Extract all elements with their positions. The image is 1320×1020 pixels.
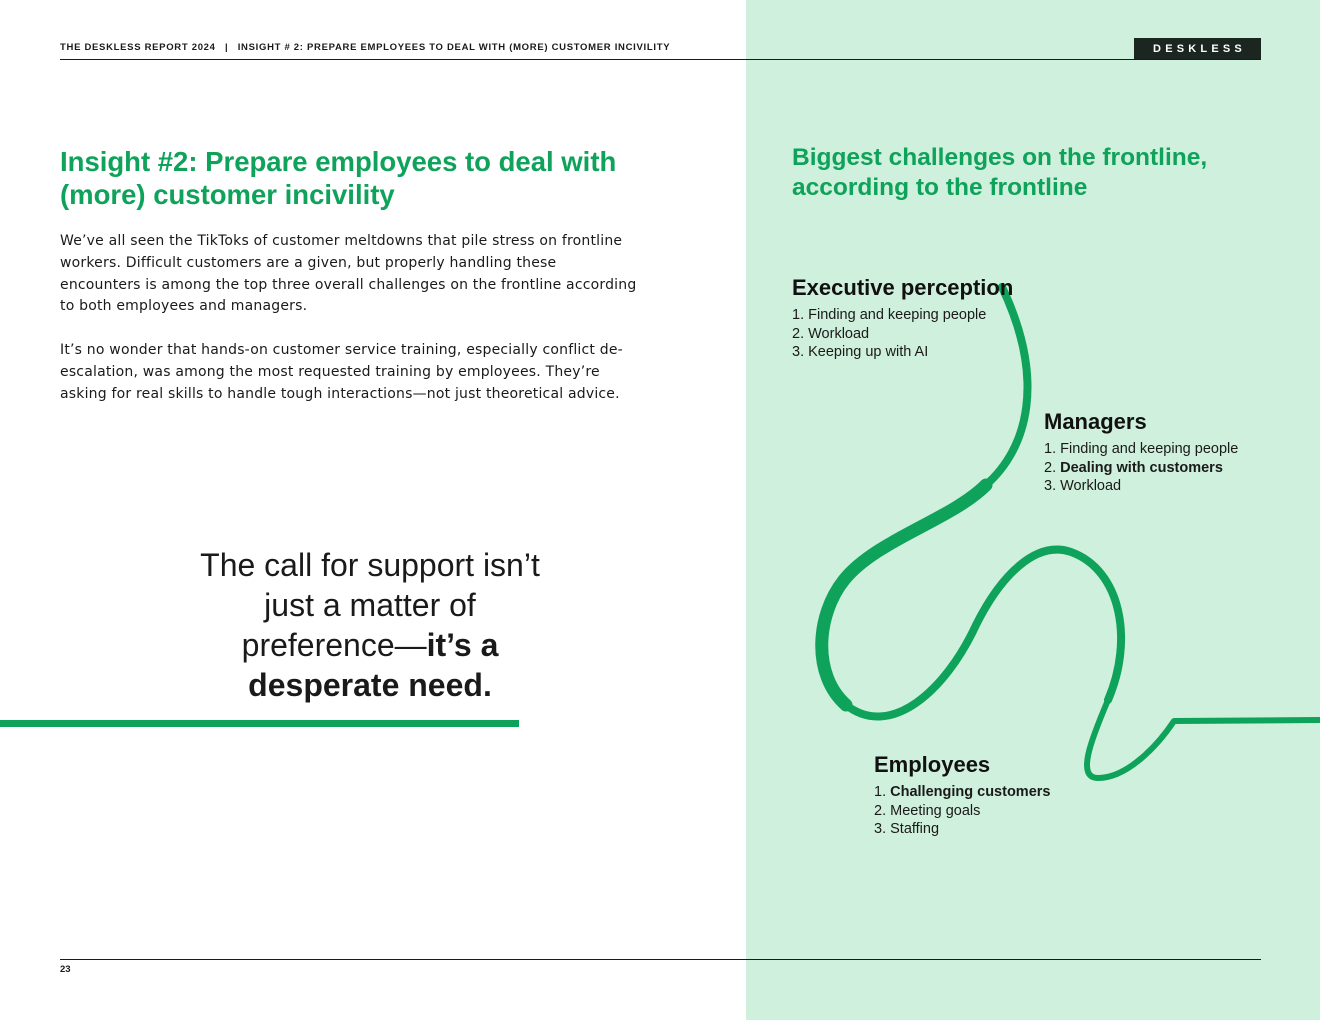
insight-title: Insight #2: Prepare employees to deal with (more) customer incivility — [60, 146, 617, 210]
list-item: 2. Workload — [792, 325, 870, 342]
deskless-logo: DESKLESS — [1134, 38, 1261, 59]
list-item: 2. Dealing with customers — [1044, 459, 1223, 476]
group-list — [792, 306, 1022, 362]
curve-upper-thick — [822, 485, 986, 705]
pull-quote-bar — [0, 720, 519, 727]
report-name: THE DESKLESS REPORT 2024 — [60, 42, 216, 53]
pull-quote-bold: it’s a desperate need. — [248, 627, 499, 703]
list-item: 1. Finding and keeping people — [792, 307, 987, 323]
section-name: INSIGHT # 2: PREPARE EMPLOYEES TO DEAL WITH (MORE) CUSTOMER INCIVILITY — [237, 42, 671, 53]
curve-lower — [1087, 700, 1320, 778]
executive-perception-group — [792, 276, 1022, 362]
list-item: 3. Workload — [1044, 478, 1122, 494]
group-list — [874, 783, 1114, 839]
header-separator: | — [225, 42, 229, 53]
pull-quote — [190, 545, 550, 705]
body-paragraph-1: We’ve all seen the TikToks of customer meltdowns that pile stress on frontline workers. Difficult customers are a given, but properly handling these encounters is among the top three overall challenges on the frontline according to both employees and managers. — [60, 233, 637, 315]
challenges-title: Biggest challenges on the frontline, according to the frontline — [792, 144, 1208, 201]
group-title: Managers — [1044, 409, 1147, 434]
body-paragraph-2: It’s no wonder that hands-on customer service training, especially conflict de-escalation, was among the most requested training by employees. They’re asking for real skills to handle tough interactions—not just theoretical advice. — [60, 342, 623, 402]
list-item: 2. Meeting goals — [874, 802, 981, 819]
list-item: 3. Staffing — [874, 821, 940, 837]
employees-group — [874, 753, 1114, 839]
pull-quote-regular: The call for support isn’t just a matter of preference— — [200, 547, 540, 663]
footer-rule — [60, 959, 1261, 960]
list-item: 1. Finding and keeping people — [1044, 441, 1239, 457]
group-title: Employees — [874, 752, 991, 777]
group-list — [1044, 440, 1284, 496]
decorative-curve — [746, 0, 1320, 1020]
group-title: Executive perception — [792, 275, 1014, 300]
list-item: 1. Challenging customers — [874, 784, 1051, 800]
managers-group — [1044, 410, 1284, 496]
running-header — [60, 42, 670, 53]
page-number: 23 — [60, 964, 71, 975]
list-item: 3. Keeping up with AI — [792, 344, 929, 360]
